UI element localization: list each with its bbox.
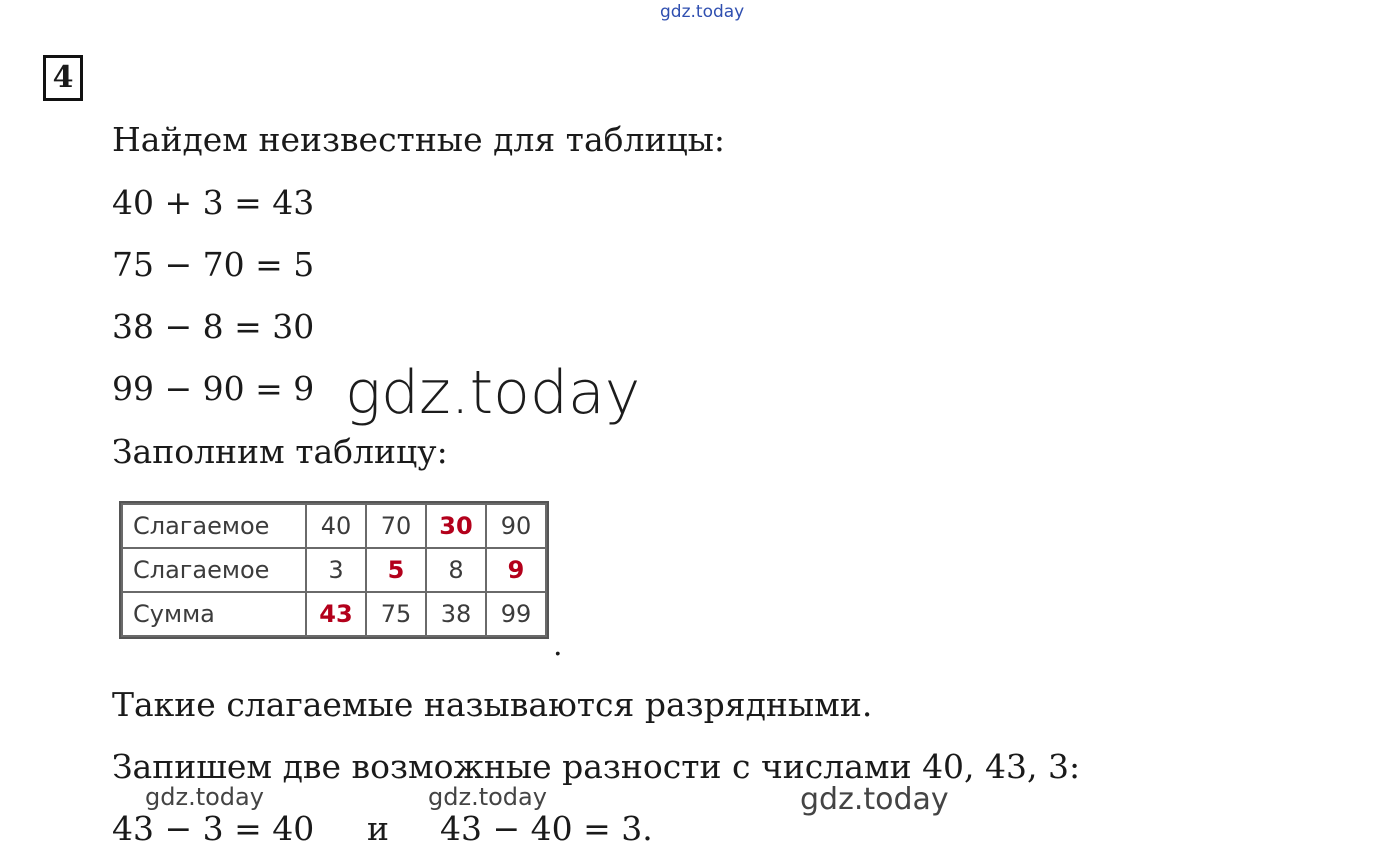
- task-number-badge: 4: [43, 55, 83, 101]
- table-cell: 99: [486, 592, 546, 636]
- watermark-bottom-2: gdz.today: [428, 783, 547, 811]
- answer-cell: 43: [306, 592, 366, 636]
- table-row: [122, 592, 546, 636]
- table-cell: 40: [306, 504, 366, 548]
- equation-4: 99 − 90 = 9: [112, 369, 315, 408]
- answer-cell: 9: [486, 548, 546, 592]
- difference-1: 43 − 3 = 40: [112, 809, 315, 848]
- watermark-bottom-3: gdz.today: [800, 782, 949, 817]
- equation-1: 40 + 3 = 43: [112, 183, 315, 222]
- row-label: Сумма: [122, 592, 306, 636]
- intro-text: Найдем неизвестные для таблицы:: [112, 120, 726, 159]
- table-cell: 70: [366, 504, 426, 548]
- watermark-center: gdz.today: [345, 358, 641, 428]
- table-row: [122, 504, 546, 548]
- table-cell: 90: [486, 504, 546, 548]
- connector-text: и: [367, 809, 389, 848]
- table-row: [122, 548, 546, 592]
- watermark-bottom-1: gdz.today: [145, 783, 264, 811]
- table-cell: 3: [306, 548, 366, 592]
- answer-table: [121, 503, 547, 637]
- table-cell: 38: [426, 592, 486, 636]
- conclusion-text: Такие слагаемые называются разрядными.: [112, 685, 873, 724]
- differences-intro: Запишем две возможные разности с числами 40, 43, 3:: [112, 747, 1081, 786]
- table-cell: 8: [426, 548, 486, 592]
- fill-table-text: Заполним таблицу:: [112, 432, 448, 471]
- row-label: Слагаемое: [122, 504, 306, 548]
- table-end-punct: .: [553, 628, 563, 663]
- difference-2: 43 − 40 = 3.: [440, 809, 653, 848]
- equation-2: 75 − 70 = 5: [112, 245, 315, 284]
- answer-cell: 5: [366, 548, 426, 592]
- table-cell: 75: [366, 592, 426, 636]
- answer-cell: 30: [426, 504, 486, 548]
- watermark-top: gdz.today: [660, 2, 745, 22]
- row-label: Слагаемое: [122, 548, 306, 592]
- equation-3: 38 − 8 = 30: [112, 307, 315, 346]
